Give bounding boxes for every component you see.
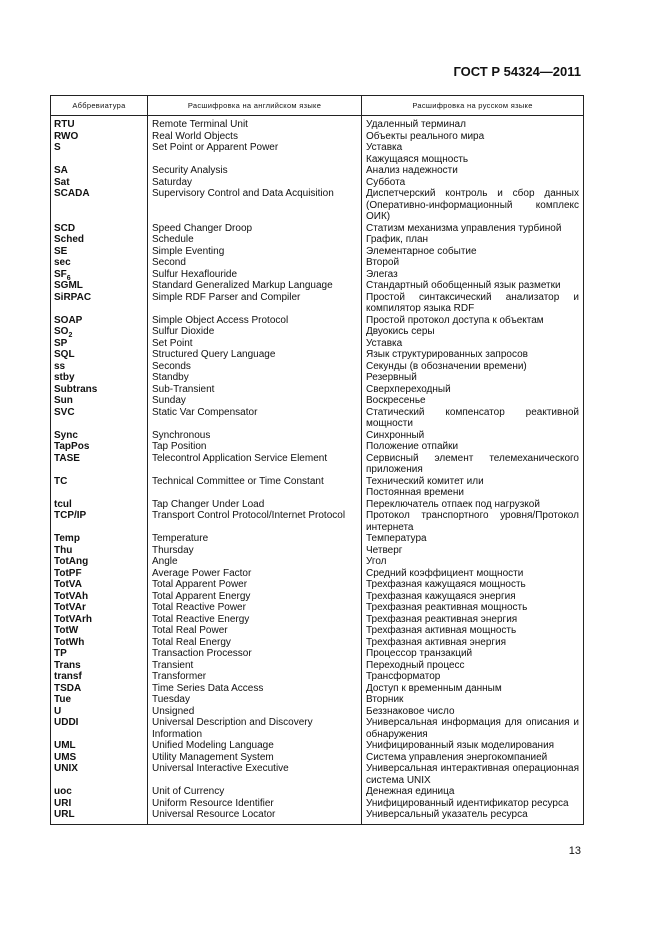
russian-cell: Универсальная интерактивная операционная система UNIX: [362, 763, 584, 786]
english-cell: Supervisory Control and Data Acquisition: [148, 188, 362, 223]
abbreviation-cell: [51, 602, 148, 614]
english-cell: Technical Committee or Time Constant: [148, 476, 362, 499]
russian-cell: Протокол транспортного уровня/Протокол интернета: [362, 510, 584, 533]
russian-cell: Сверхпереходный: [362, 384, 584, 396]
russian-cell: Трехфазная кажущаяся энергия: [362, 591, 584, 603]
russian-cell: Температура: [362, 533, 584, 545]
abbreviation-cell: [51, 269, 148, 281]
english-cell: Time Series Data Access: [148, 683, 362, 695]
abbreviation-text: TASE: [54, 452, 80, 464]
abbreviation-subscript: 2: [68, 332, 73, 339]
english-cell: Remote Terminal Unit: [148, 116, 362, 131]
english-cell: Synchronous: [148, 430, 362, 442]
russian-cell: Доступ к временным данным: [362, 683, 584, 695]
abbreviation-cell: [51, 177, 148, 189]
table-row: [51, 234, 584, 246]
russian-cell: Угол: [362, 556, 584, 568]
abbreviation-text: Sat: [54, 176, 70, 188]
abbreviation-cell: [51, 648, 148, 660]
table-row: [51, 614, 584, 626]
abbreviations-table: [50, 95, 584, 825]
english-cell: Total Apparent Energy: [148, 591, 362, 603]
table-row: [51, 372, 584, 384]
abbreviation-text: UDDI: [54, 717, 79, 728]
abbreviation-cell: [51, 165, 148, 177]
english-cell: Sub-Transient: [148, 384, 362, 396]
table-row: [51, 246, 584, 258]
document-header: ГОСТ Р 54324—2011: [453, 64, 581, 79]
abbreviation-cell: [51, 786, 148, 798]
table-row: [51, 556, 584, 568]
abbreviation-cell: [51, 142, 148, 165]
russian-cell: Денежная единица: [362, 786, 584, 798]
abbreviation-text: SO: [54, 326, 69, 337]
abbreviation-text: UML: [54, 740, 76, 751]
english-cell: Transaction Processor: [148, 648, 362, 660]
english-cell: Tap Changer Under Load: [148, 499, 362, 511]
english-cell: Universal Interactive Executive: [148, 763, 362, 786]
abbreviation-text: Sync: [54, 429, 78, 441]
english-cell: Second: [148, 257, 362, 269]
russian-cell: Трехфазная активная энергия: [362, 637, 584, 649]
table-row: [51, 292, 584, 315]
english-cell: Simple Eventing: [148, 246, 362, 258]
table-row: [51, 338, 584, 350]
abbreviation-cell: [51, 246, 148, 258]
english-cell: Saturday: [148, 177, 362, 189]
abbreviation-text: URI: [54, 797, 72, 809]
english-cell: Structured Query Language: [148, 349, 362, 361]
table-row: [51, 809, 584, 824]
table-row: [51, 499, 584, 511]
abbreviation-cell: [51, 591, 148, 603]
english-cell: Schedule: [148, 234, 362, 246]
russian-cell: Процессор транзакций: [362, 648, 584, 660]
russian-cell: Стандартный обобщенный язык разметки: [362, 280, 584, 292]
abbreviation-cell: [51, 556, 148, 568]
table-row: [51, 326, 584, 338]
abbreviation-cell: [51, 683, 148, 695]
abbreviation-cell: [51, 798, 148, 810]
abbreviation-text: tcul: [54, 498, 72, 510]
english-cell: Tuesday: [148, 694, 362, 706]
english-cell: Total Real Energy: [148, 637, 362, 649]
english-cell: Total Real Power: [148, 625, 362, 637]
abbreviation-cell: [51, 188, 148, 223]
russian-cell: Вторник: [362, 694, 584, 706]
russian-cell: Уставка: [362, 338, 584, 350]
abbreviation-text: UNIX: [54, 763, 78, 774]
table-row: [51, 648, 584, 660]
english-cell: Total Apparent Power: [148, 579, 362, 591]
abbreviation-cell: [51, 579, 148, 591]
russian-cell: Резервный: [362, 372, 584, 384]
abbreviation-text: SE: [54, 245, 68, 257]
abbreviation-cell: [51, 752, 148, 764]
table-header-row: [51, 96, 584, 116]
abbreviation-cell: [51, 694, 148, 706]
table-row: [51, 257, 584, 269]
russian-cell: Воскресенье: [362, 395, 584, 407]
abbreviation-text: TotVAr: [54, 602, 86, 613]
table-row: [51, 430, 584, 442]
table-row: [51, 533, 584, 545]
abbreviations-table-container: [50, 95, 583, 825]
abbreviation-text: SVC: [54, 406, 75, 418]
russian-cell: График, план: [362, 234, 584, 246]
abbreviation-cell: [51, 671, 148, 683]
english-cell: Seconds: [148, 361, 362, 373]
abbreviation-text: Thu: [54, 544, 73, 556]
abbreviation-text: SOAP: [54, 314, 83, 326]
russian-cell: Статизм механизма управления турбиной: [362, 223, 584, 235]
table-row: [51, 453, 584, 476]
russian-cell: Переключатель отпаек под нагрузкой: [362, 499, 584, 511]
english-cell: Transient: [148, 660, 362, 672]
table-row: [51, 602, 584, 614]
russian-cell: Четверг: [362, 545, 584, 557]
english-cell: Simple Object Access Protocol: [148, 315, 362, 327]
abbreviation-cell: [51, 568, 148, 580]
russian-cell: Трехфазная кажущаяся мощность: [362, 579, 584, 591]
russian-cell: Трехфазная реактивная мощность: [362, 602, 584, 614]
russian-cell: Элегаз: [362, 269, 584, 281]
russian-cell: Универсальная информация для описания и обнаружения: [362, 717, 584, 740]
abbreviation-cell: [51, 717, 148, 740]
abbreviation-text: SCADA: [54, 188, 90, 199]
abbreviation-cell: [51, 234, 148, 246]
table-row: [51, 786, 584, 798]
table-row: [51, 131, 584, 143]
abbreviation-text: SiRPAC: [54, 291, 92, 303]
column-header-russian: Расшифровка на русском языке: [362, 96, 584, 116]
table-row: [51, 591, 584, 603]
abbreviation-cell: [51, 533, 148, 545]
abbreviation-cell: [51, 706, 148, 718]
abbreviation-text: TapPos: [54, 441, 90, 452]
abbreviation-cell: [51, 223, 148, 235]
english-cell: Unified Modeling Language: [148, 740, 362, 752]
table-row: [51, 545, 584, 557]
abbreviation-text: URL: [54, 809, 75, 820]
abbreviation-cell: [51, 131, 148, 143]
english-cell: Angle: [148, 556, 362, 568]
table-row: [51, 683, 584, 695]
russian-cell: Сервисный элемент телемеханического приложения: [362, 453, 584, 476]
abbreviation-text: transf: [54, 671, 82, 682]
russian-cell: Трехфазная активная мощность: [362, 625, 584, 637]
abbreviation-text: uoc: [54, 786, 72, 797]
abbreviation-cell: [51, 637, 148, 649]
abbreviation-cell: [51, 384, 148, 396]
english-cell: Unsigned: [148, 706, 362, 718]
english-cell: Standby: [148, 372, 362, 384]
table-row: [51, 269, 584, 281]
abbreviation-cell: [51, 809, 148, 824]
russian-cell: Переходный процесс: [362, 660, 584, 672]
table-row: [51, 637, 584, 649]
table-row: [51, 476, 584, 499]
english-cell: Unit of Currency: [148, 786, 362, 798]
english-cell: Sunday: [148, 395, 362, 407]
russian-cell: Средний коэффициент мощности: [362, 568, 584, 580]
abbreviation-cell: [51, 292, 148, 315]
table-row: [51, 223, 584, 235]
abbreviation-cell: [51, 280, 148, 292]
table-row: [51, 763, 584, 786]
abbreviation-text: ss: [54, 360, 66, 372]
table-row: [51, 116, 584, 131]
russian-cell: Удаленный терминал: [362, 116, 584, 131]
abbreviation-text: SA: [54, 165, 68, 176]
russian-cell: Универсальный указатель ресурса: [362, 809, 584, 824]
table-row: [51, 694, 584, 706]
abbreviation-text: TotAng: [54, 556, 89, 567]
abbreviation-cell: [51, 545, 148, 557]
table-body: [51, 116, 584, 825]
russian-cell: Беззнаковое число: [362, 706, 584, 718]
abbreviation-cell: [51, 349, 148, 361]
english-cell: Sulfur Hexaflouride: [148, 269, 362, 281]
abbreviation-text: Sun: [54, 395, 73, 406]
abbreviation-text: S: [54, 142, 61, 153]
english-cell: Security Analysis: [148, 165, 362, 177]
abbreviation-text: sec: [54, 257, 71, 268]
abbreviation-cell: [51, 499, 148, 511]
abbreviation-cell: [51, 625, 148, 637]
english-cell: Universal Resource Locator: [148, 809, 362, 824]
table-row: [51, 280, 584, 292]
abbreviation-text: SP: [54, 337, 68, 349]
table-row: [51, 671, 584, 683]
table-row: [51, 361, 584, 373]
table-row: [51, 717, 584, 740]
abbreviation-text: SF: [54, 268, 67, 280]
abbreviation-text: Trans: [54, 659, 81, 671]
english-cell: Speed Changer Droop: [148, 223, 362, 235]
table-row: [51, 740, 584, 752]
russian-cell: Статический компенсатор реактивной мощности: [362, 407, 584, 430]
table-row: [51, 625, 584, 637]
abbreviation-text: TCP/IP: [54, 510, 87, 521]
abbreviation-cell: [51, 510, 148, 533]
page-number: 13: [568, 845, 581, 857]
abbreviation-cell: [51, 740, 148, 752]
abbreviation-cell: [51, 361, 148, 373]
russian-cell: Второй: [362, 257, 584, 269]
english-cell: Transformer: [148, 671, 362, 683]
table-row: [51, 798, 584, 810]
russian-cell: Язык структурированных запросов: [362, 349, 584, 361]
table-row: [51, 407, 584, 430]
russian-cell: Суббота: [362, 177, 584, 189]
table-row: [51, 188, 584, 223]
english-cell: Thursday: [148, 545, 362, 557]
abbreviation-text: TotVAh: [54, 590, 89, 602]
english-cell: Uniform Resource Identifier: [148, 798, 362, 810]
abbreviation-cell: [51, 614, 148, 626]
abbreviation-cell: [51, 395, 148, 407]
english-cell: Average Power Factor: [148, 568, 362, 580]
abbreviation-text: Tue: [54, 694, 72, 705]
russian-cell: Простой протокол доступа к объектам: [362, 315, 584, 327]
english-cell: Set Point: [148, 338, 362, 350]
english-cell: Total Reactive Energy: [148, 614, 362, 626]
table-row: [51, 142, 584, 165]
russian-cell: Положение отпайки: [362, 441, 584, 453]
abbreviation-text: U: [54, 705, 62, 717]
russian-cell: Двуокись серы: [362, 326, 584, 338]
english-cell: Total Reactive Power: [148, 602, 362, 614]
abbreviation-text: Subtrans: [54, 383, 98, 395]
abbreviation-text: TotPF: [54, 567, 82, 579]
abbreviation-text: stby: [54, 372, 75, 383]
english-cell: Sulfur Dioxide: [148, 326, 362, 338]
english-cell: Transport Control Protocol/Internet Protocol: [148, 510, 362, 533]
english-cell: Set Point or Apparent Power: [148, 142, 362, 165]
abbreviation-cell: [51, 326, 148, 338]
russian-cell: Трансформатор: [362, 671, 584, 683]
abbreviation-cell: [51, 407, 148, 430]
abbreviation-text: RWO: [54, 130, 79, 142]
abbreviation-cell: [51, 441, 148, 453]
russian-cell: Унифицированный язык моделирования: [362, 740, 584, 752]
abbreviation-text: SCD: [54, 222, 76, 234]
abbreviation-cell: [51, 453, 148, 476]
table-row: [51, 177, 584, 189]
english-cell: Temperature: [148, 533, 362, 545]
russian-cell: Простой синтаксический анализатор и компилятор языка RDF: [362, 292, 584, 315]
english-cell: Universal Description and Discovery Information: [148, 717, 362, 740]
russian-cell: Трехфазная реактивная энергия: [362, 614, 584, 626]
table-row: [51, 384, 584, 396]
abbreviation-text: SQL: [54, 349, 75, 360]
russian-cell: Диспетчерский контроль и сбор данных (Оперативно-информационный комплекс ОИК): [362, 188, 584, 223]
column-header-english: Расшифровка на английском языке: [148, 96, 362, 116]
table-row: [51, 706, 584, 718]
table-row: [51, 510, 584, 533]
russian-cell: Уставка Кажущаяся мощность: [362, 142, 584, 165]
abbreviation-text: TotW: [54, 625, 79, 636]
english-cell: Simple RDF Parser and Compiler: [148, 292, 362, 315]
abbreviation-text: TP: [54, 648, 67, 659]
table-row: [51, 752, 584, 764]
abbreviation-text: RTU: [54, 119, 75, 130]
table-row: [51, 568, 584, 580]
table-row: [51, 395, 584, 407]
abbreviation-cell: [51, 476, 148, 499]
abbreviation-cell: [51, 116, 148, 131]
table-row: [51, 441, 584, 453]
abbreviation-text: Sched: [54, 234, 85, 245]
abbreviation-text: TSDA: [54, 682, 82, 694]
table-row: [51, 660, 584, 672]
english-cell: Real World Objects: [148, 131, 362, 143]
abbreviation-cell: [51, 430, 148, 442]
table-row: [51, 165, 584, 177]
russian-cell: Объекты реального мира: [362, 131, 584, 143]
abbreviation-cell: [51, 372, 148, 384]
russian-cell: Унифицированный идентификатор ресурса: [362, 798, 584, 810]
russian-cell: Синхронный: [362, 430, 584, 442]
russian-cell: Система управления энергокомпанией: [362, 752, 584, 764]
english-cell: Telecontrol Application Service Element: [148, 453, 362, 476]
abbreviation-text: TotVA: [54, 579, 82, 590]
abbreviation-text: TC: [54, 475, 68, 487]
abbreviation-cell: [51, 763, 148, 786]
table-row: [51, 579, 584, 591]
english-cell: Tap Position: [148, 441, 362, 453]
russian-cell: Анализ надежности: [362, 165, 584, 177]
table-row: [51, 315, 584, 327]
abbreviation-text: UMS: [54, 751, 77, 763]
russian-cell: Секунды (в обозначении времени): [362, 361, 584, 373]
russian-cell: Элементарное событие: [362, 246, 584, 258]
russian-cell: Технический комитет или Постоянная времени: [362, 476, 584, 499]
english-cell: Utility Management System: [148, 752, 362, 764]
abbreviation-text: SGML: [54, 280, 83, 291]
abbreviation-text: Temp: [54, 533, 80, 544]
abbreviation-subscript: 6: [66, 274, 71, 282]
abbreviation-cell: [51, 257, 148, 269]
english-cell: Standard Generalized Markup Language: [148, 280, 362, 292]
abbreviation-text: TotVArh: [54, 613, 92, 625]
column-header-abbreviation: Аббревиатура: [51, 96, 148, 116]
abbreviation-cell: [51, 338, 148, 350]
abbreviation-cell: [51, 315, 148, 327]
table-row: [51, 349, 584, 361]
english-cell: Static Var Compensator: [148, 407, 362, 430]
abbreviation-cell: [51, 660, 148, 672]
abbreviation-text: TotWh: [54, 636, 85, 648]
